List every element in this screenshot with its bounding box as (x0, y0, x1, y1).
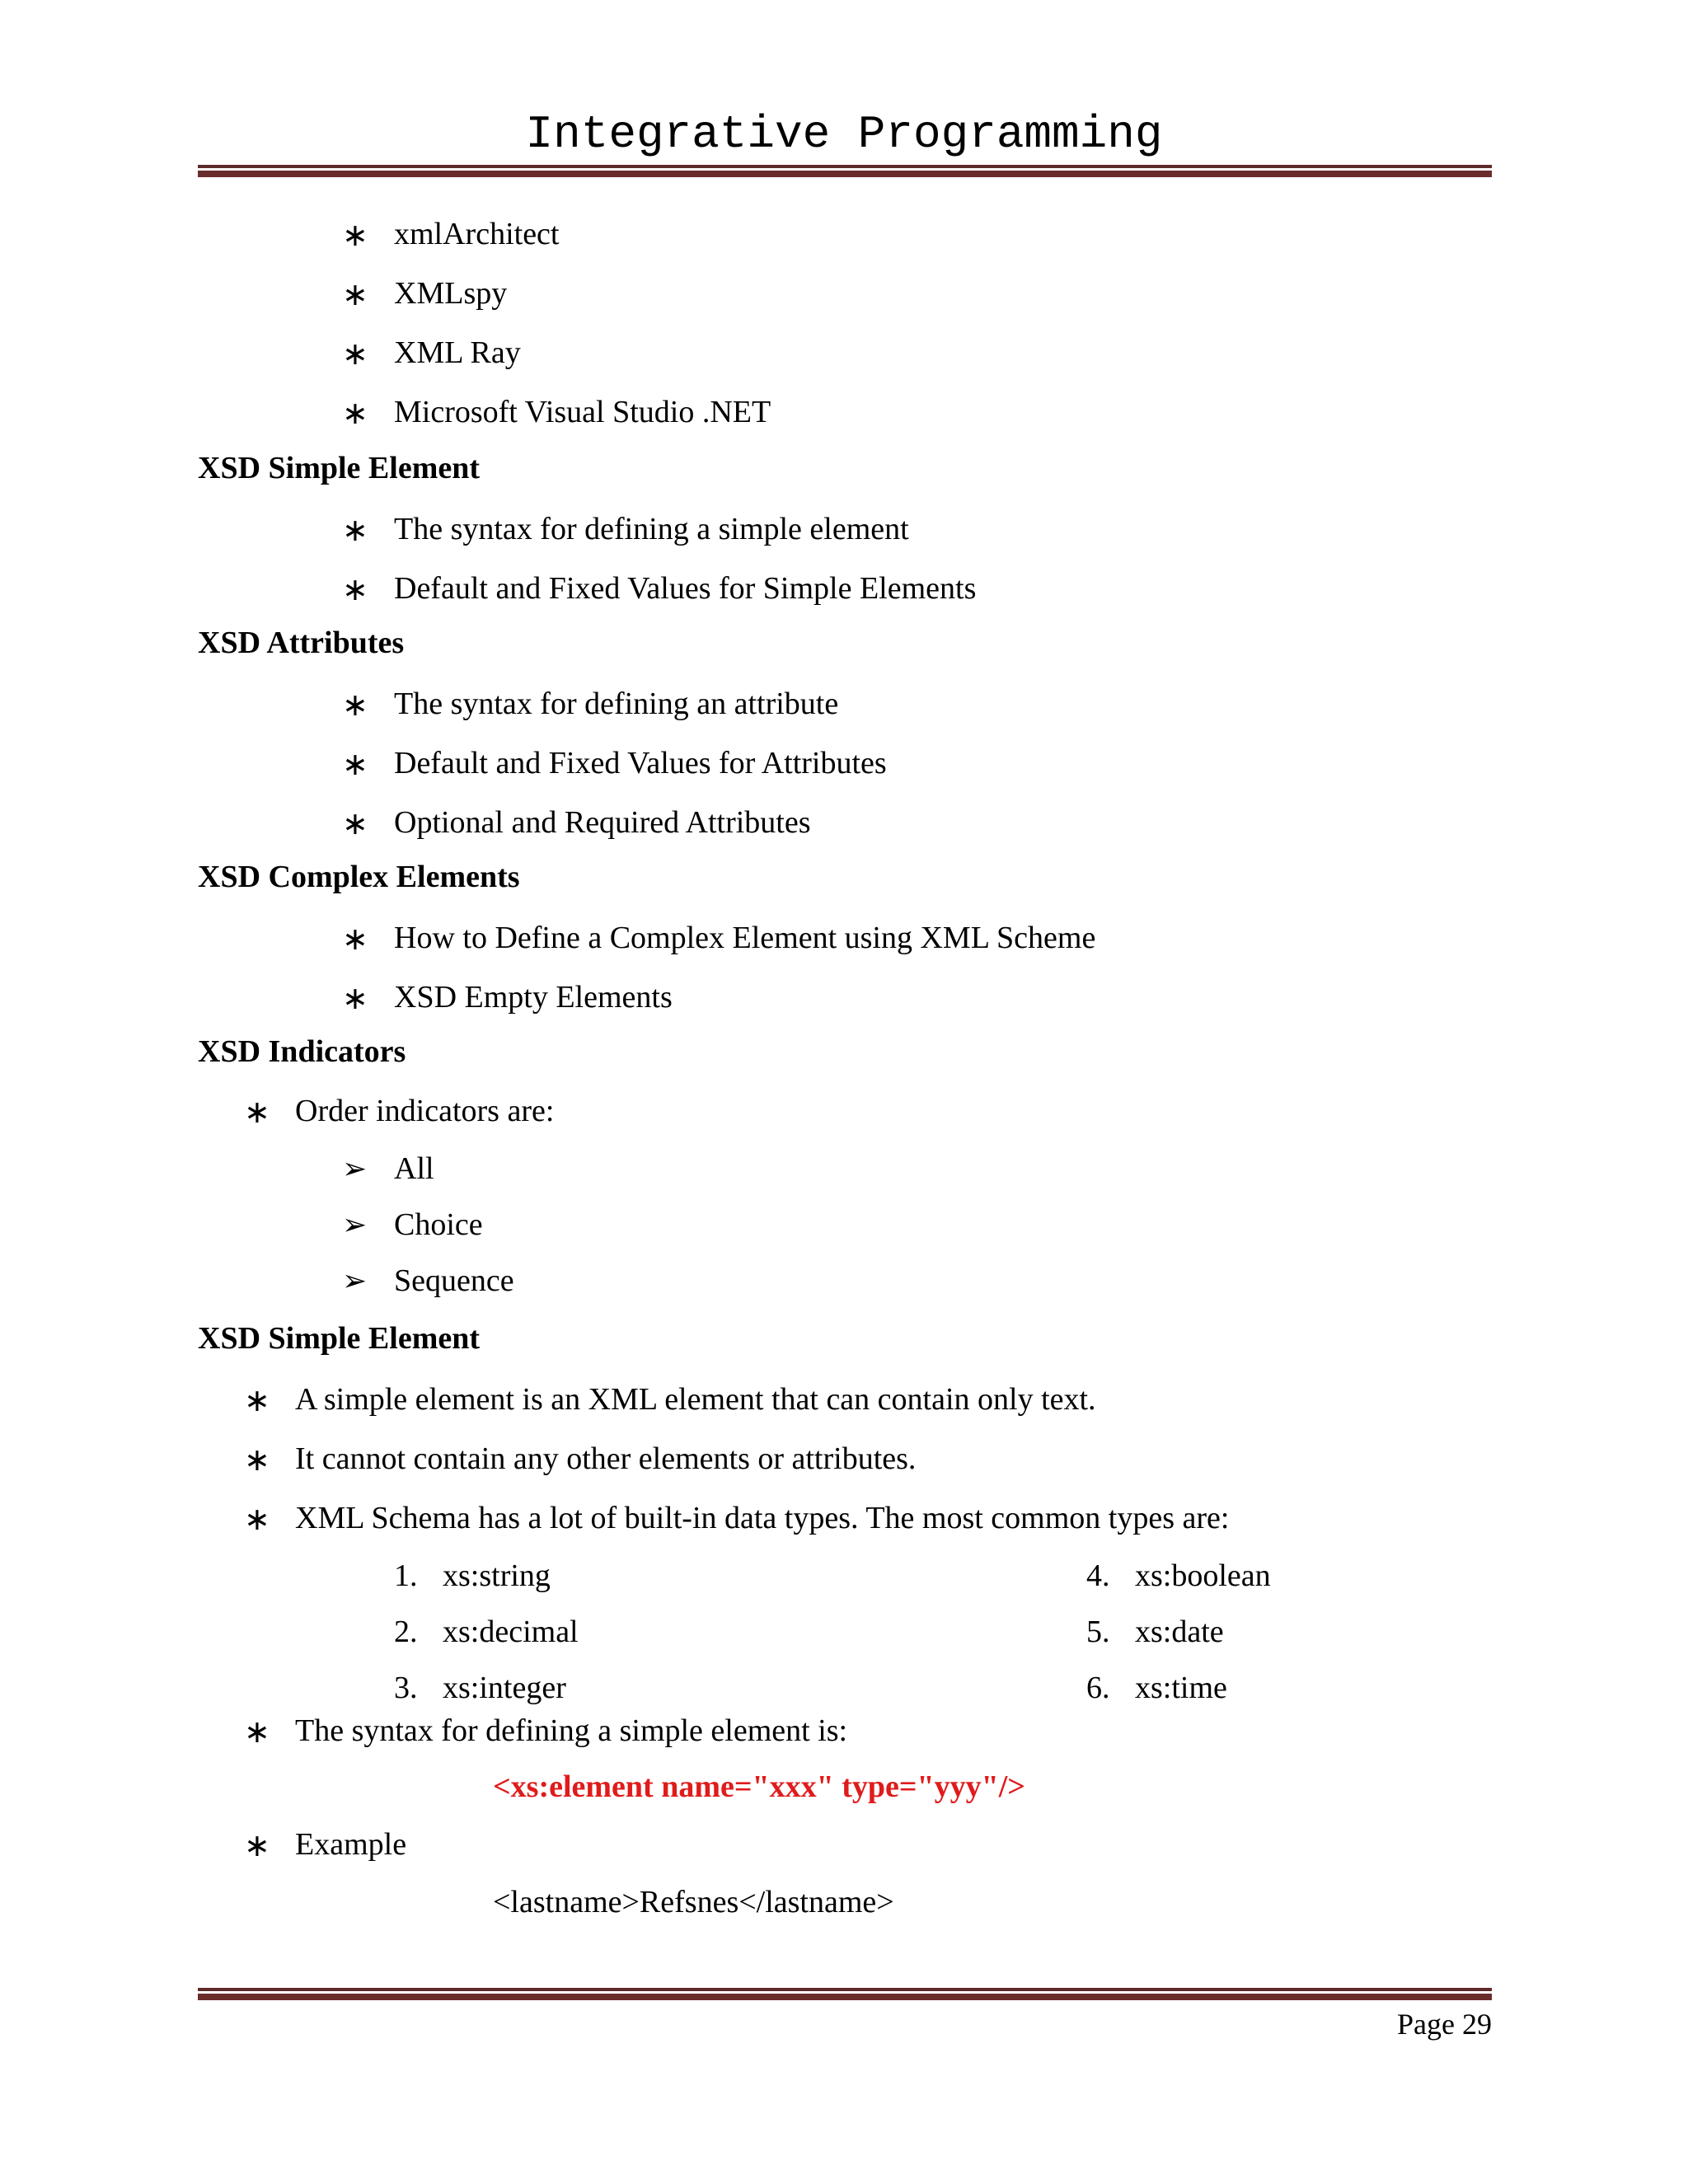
type-name: xs:string (443, 1558, 551, 1593)
type-number: 2. (394, 1615, 418, 1649)
section-heading: XSD Indicators (198, 1034, 406, 1069)
type-number: 1. (394, 1558, 418, 1593)
list-item: xmlArchitect (394, 217, 560, 251)
sub-list-item: Choice (394, 1207, 483, 1242)
type-name: xs:integer (443, 1671, 566, 1705)
header-rule (198, 165, 1492, 177)
list-item: Order indicators are: (295, 1094, 555, 1128)
sub-list-item: Sequence (394, 1263, 514, 1298)
bullet-icon: ∗ (342, 573, 368, 607)
list-item: Microsoft Visual Studio .NET (394, 395, 771, 429)
type-name: xs:time (1135, 1671, 1227, 1705)
bullet-icon: ∗ (342, 807, 368, 841)
list-item: XML Ray (394, 335, 521, 370)
list-item: The syntax for defining a simple element (394, 512, 909, 546)
type-number: 5. (1086, 1615, 1110, 1649)
section-heading: XSD Simple Element (198, 1321, 480, 1356)
bullet-icon: ∗ (244, 1502, 270, 1537)
list-item: Default and Fixed Values for Simple Elements (394, 571, 977, 606)
arrow-bullet-icon: ➢ (342, 1152, 368, 1185)
section-heading: XSD Attributes (198, 626, 405, 660)
bullet-icon: ∗ (244, 1095, 270, 1130)
bullet-icon: ∗ (342, 278, 368, 312)
type-name: xs:date (1135, 1615, 1224, 1649)
bullet-icon: ∗ (244, 1829, 270, 1863)
type-number: 6. (1086, 1671, 1110, 1705)
bullet-icon: ∗ (244, 1384, 270, 1418)
bullet-icon: ∗ (342, 688, 368, 723)
bullet-icon: ∗ (342, 218, 368, 253)
list-item: A simple element is an XML element that can contain only text. (295, 1382, 1096, 1417)
footer-rule (198, 1988, 1492, 2000)
list-item: XML Schema has a lot of built-in data types. The most common types are: (295, 1501, 1230, 1535)
example-code: <lastname>Refsnes</lastname> (493, 1885, 894, 1919)
type-number: 3. (394, 1671, 418, 1705)
syntax-code: <xs:element name="xxx" type="yyy"/> (493, 1769, 1025, 1804)
page-number: Page 29 (1397, 2008, 1492, 2041)
list-item: The syntax for defining a simple element is: (295, 1713, 848, 1748)
bullet-icon: ∗ (342, 748, 368, 782)
section-heading: XSD Simple Element (198, 451, 480, 485)
bullet-icon: ∗ (342, 982, 368, 1016)
list-item: XMLspy (394, 276, 508, 311)
list-item: It cannot contain any other elements or attributes. (295, 1441, 917, 1476)
type-name: xs:decimal (443, 1615, 579, 1649)
list-item: The syntax for defining an attribute (394, 687, 839, 721)
bullet-icon: ∗ (342, 513, 368, 548)
bullet-icon: ∗ (342, 922, 368, 957)
list-item: How to Define a Complex Element using XML Scheme (394, 921, 1096, 955)
bullet-icon: ∗ (342, 337, 368, 372)
type-number: 4. (1086, 1558, 1110, 1593)
bullet-icon: ∗ (244, 1443, 270, 1478)
section-heading: XSD Complex Elements (198, 860, 520, 894)
arrow-bullet-icon: ➢ (342, 1264, 368, 1297)
list-item: Example (295, 1827, 407, 1862)
bullet-icon: ∗ (244, 1715, 270, 1750)
page-header-title: Integrative Programming (525, 108, 1163, 161)
list-item: XSD Empty Elements (394, 980, 673, 1015)
type-name: xs:boolean (1135, 1558, 1271, 1593)
bullet-icon: ∗ (342, 396, 368, 431)
sub-list-item: All (394, 1151, 434, 1186)
list-item: Default and Fixed Values for Attributes (394, 746, 887, 780)
list-item: Optional and Required Attributes (394, 805, 811, 840)
arrow-bullet-icon: ➢ (342, 1208, 368, 1241)
